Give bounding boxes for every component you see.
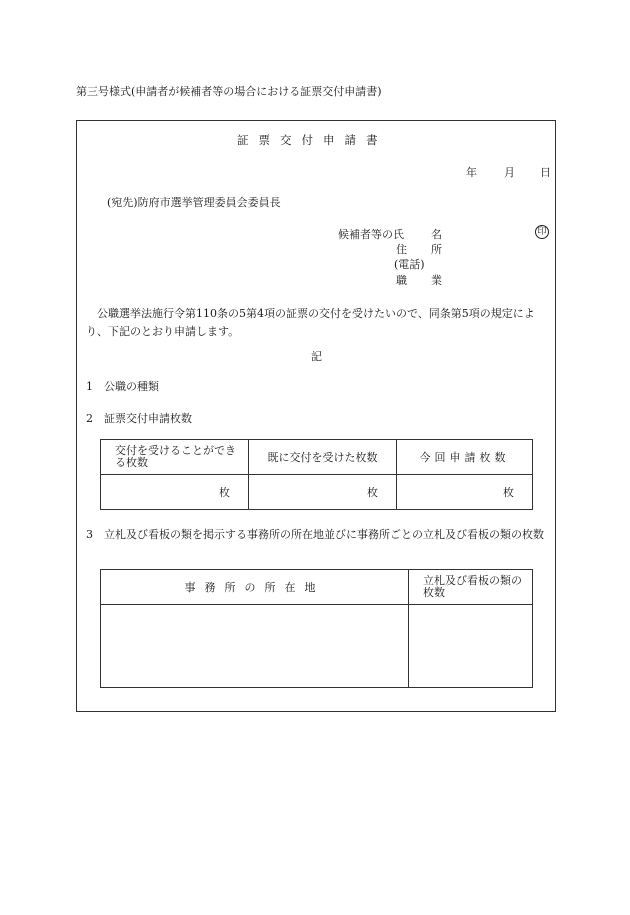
header-sign-count: 立札及び看板の類の枚数 [409,570,533,605]
header-current-request: 今回申請枚数 [397,440,533,475]
cell-current-request[interactable]: 枚 [397,475,533,510]
applicant-name-label: 候補者等の氏 [338,228,404,241]
item-3-office-locations: 3 立札及び看板の類を掲示する事務所の所在地並びに事務所ごとの立札及び看板の類の枚数 [86,528,544,541]
seal-mark: 印 [535,225,549,239]
header-office-location: 事務所の所在地 [101,570,409,605]
document-title: 証票交付申請書 [237,133,388,147]
body-paragraph: 公職選挙法施行令第110条の5第4項の証票の交付を受けたいので、同条第5項の規定により、下記のとおり申請します。 [86,307,535,338]
job-label-2: 業 [431,274,442,287]
header-available-count: 交付を受けることができる枚数 [101,440,249,475]
cell-office-location[interactable] [101,605,409,688]
address-label-1: 住 [396,243,407,256]
request-count-table [100,439,533,510]
table-row [101,605,533,688]
office-location-table [100,569,533,688]
address-label-2: 所 [431,243,442,256]
item-1-office-type: 1 公職の種類 [86,380,159,393]
header-already-issued: 既に交付を受けた枚数 [249,440,397,475]
table-header-row [101,440,533,475]
cell-sign-count[interactable] [409,605,533,688]
table-row [101,475,533,510]
item-2-request-count: 2 証票交付申請枚数 [86,412,192,425]
date-year: 年 [466,166,477,179]
table-header-row [101,570,533,605]
job-label-1: 職 [396,274,407,287]
date-month: 月 [504,166,515,179]
cell-available-count[interactable]: 枚 [101,475,249,510]
applicant-name-label-tail: 名 [431,228,442,241]
form-label: 第三号様式(申請者が候補者等の場合における証票交付申請書) [76,85,382,98]
cell-already-issued[interactable]: 枚 [249,475,397,510]
ki-heading: 記 [311,350,322,363]
date-day: 日 [540,166,551,179]
phone-label: (電話) [394,258,425,271]
addressee: (宛先)防府市選挙管理委員会委員長 [107,196,281,209]
